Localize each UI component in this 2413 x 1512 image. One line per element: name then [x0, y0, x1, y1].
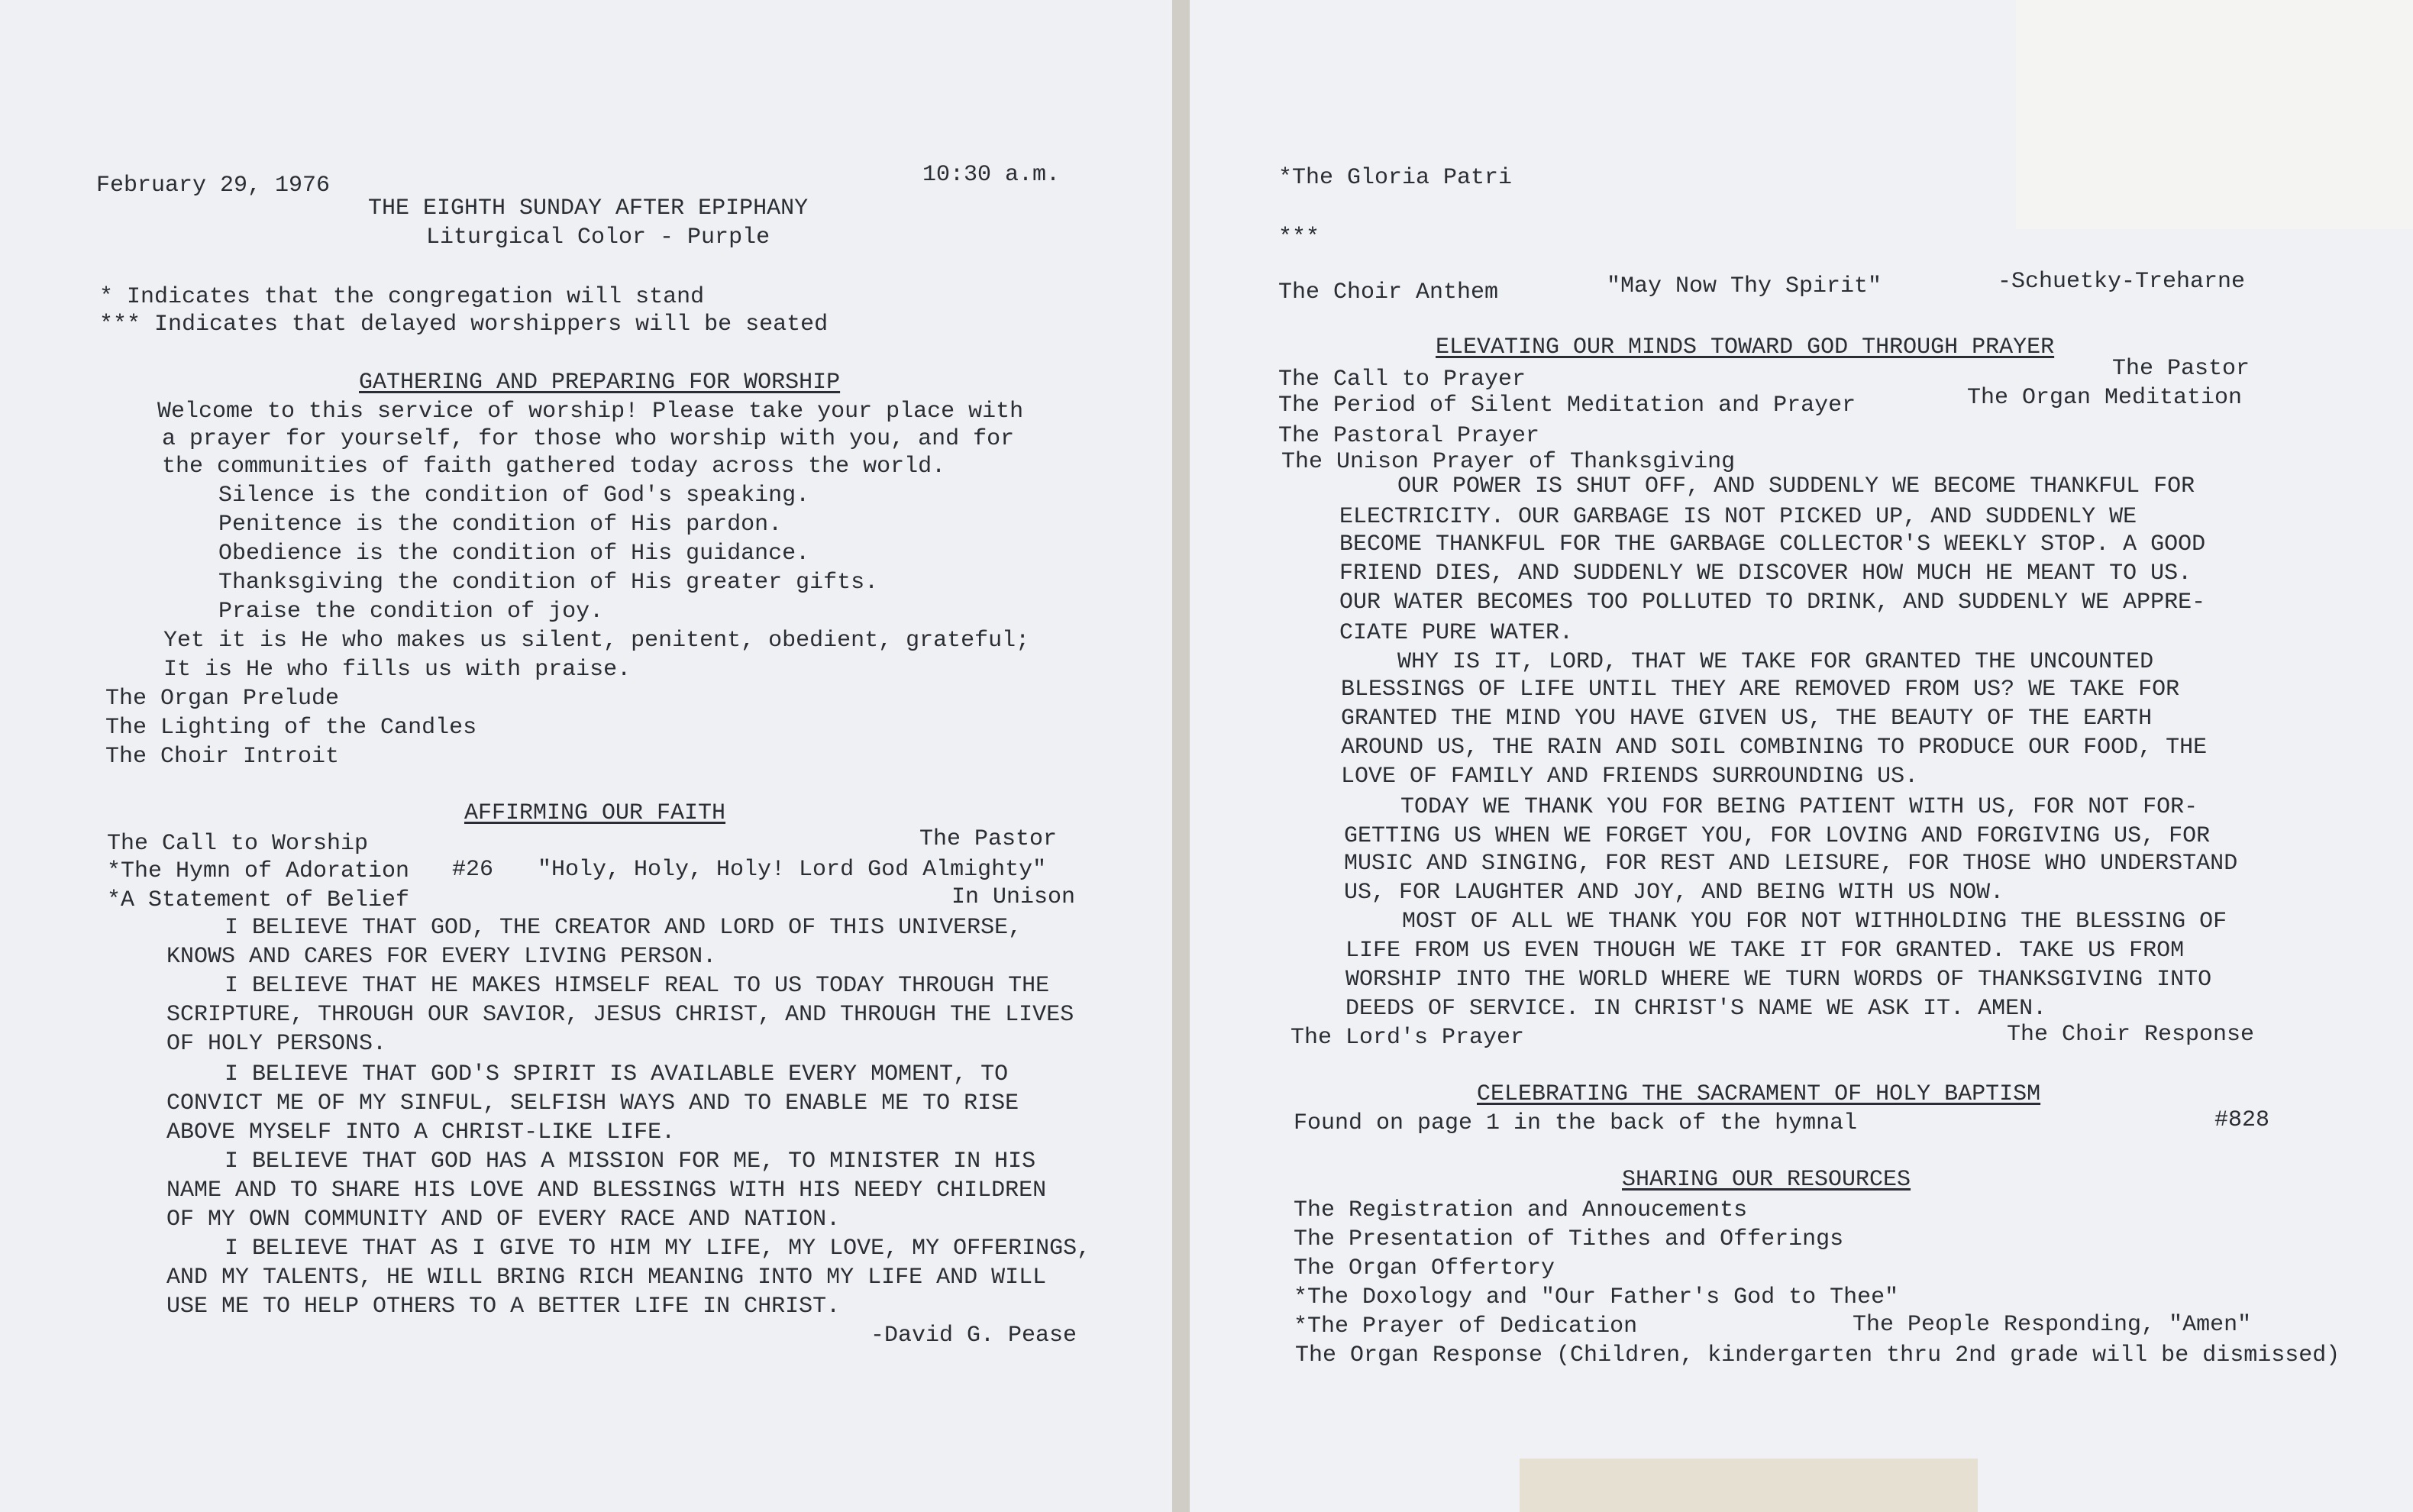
page-gutter	[1172, 0, 1190, 1512]
prayer-line: CIATE PURE WATER.	[1339, 620, 1574, 646]
prayer-line: BLESSINGS OF LIFE UNTIL THEY ARE REMOVED FROM US? WE TAKE FOR	[1341, 677, 2180, 703]
poem-line: Silence is the condition of God's speaking.	[218, 483, 810, 509]
section-heading-gathering: GATHERING AND PREPARING FOR WORSHIP	[359, 370, 841, 396]
liturgical-color: Liturgical Color - Purple	[426, 225, 770, 250]
creed-author: -David G. Pease	[871, 1323, 1077, 1349]
prayer-line: MUSIC AND SINGING, FOR REST AND LEISURE, FOR THOSE WHO UNDERSTAND	[1344, 851, 2238, 877]
welcome-line: a prayer for yourself, for those who worship with you, and for	[162, 426, 1015, 452]
section-heading-affirming: AFFIRMING OUR FAITH	[464, 800, 726, 826]
seating-marker: ***	[1278, 225, 1320, 250]
prayer-line: US, FOR LAUGHTER AND JOY, AND BEING WITH US NOW.	[1344, 880, 2004, 906]
order-item: The Lighting of the Candles	[105, 715, 477, 741]
prayer-line: WHY IS IT, LORD, THAT WE TAKE FOR GRANTED THE UNCOUNTED	[1397, 649, 2154, 675]
creed-line: I BELIEVE THAT GOD'S SPIRIT IS AVAILABLE EVERY MOMENT, TO	[225, 1061, 1009, 1087]
order-item: The Unison Prayer of Thanksgiving	[1281, 449, 1736, 475]
order-leader: In Unison	[951, 884, 1076, 910]
creed-line: OF MY OWN COMMUNITY AND OF EVERY RACE AND NATION.	[166, 1207, 841, 1233]
prayer-line: GETTING US WHEN WE FORGET YOU, FOR LOVING AND FORGIVING US, FOR	[1344, 823, 2211, 849]
poem-line: Penitence is the condition of His pardon.	[218, 512, 783, 538]
creed-line: I BELIEVE THAT HE MAKES HIMSELF REAL TO US TODAY THROUGH THE	[225, 973, 1050, 999]
creed-line: AND MY TALENTS, HE WILL BRING RICH MEANING INTO MY LIFE AND WILL	[166, 1265, 1047, 1291]
service-title: THE EIGHTH SUNDAY AFTER EPIPHANY	[368, 195, 809, 221]
prayer-line: BECOME THANKFUL FOR THE GARBAGE COLLECTOR'S WEEKLY STOP. A GOOD	[1339, 531, 2206, 557]
creed-line: ABOVE MYSELF INTO A CHRIST-LIKE LIFE.	[166, 1119, 676, 1145]
order-item: The Choir Introit	[105, 744, 340, 770]
welcome-line: Welcome to this service of worship! Please take your place with	[157, 399, 1024, 425]
prayer-line: DEEDS OF SERVICE. IN CHRIST'S NAME WE ASK IT. AMEN.	[1345, 996, 2047, 1022]
prayer-line: ELECTRICITY. OUR GARBAGE IS NOT PICKED UP, AND SUDDENLY WE	[1339, 504, 2137, 530]
creed-line: CONVICT ME OF MY SINFUL, SELFISH WAYS AND TO ENABLE ME TO RISE	[166, 1090, 1019, 1116]
poem-line: It is He who fills us with praise.	[163, 657, 632, 683]
tape-strip	[2016, 0, 2413, 229]
order-leader: The People Responding, "Amen"	[1853, 1312, 2252, 1338]
section-heading-resources: SHARING OUR RESOURCES	[1622, 1167, 1911, 1193]
hymnal-reference: Found on page 1 in the back of the hymnal	[1294, 1110, 1858, 1136]
prayer-line: WORSHIP INTO THE WORLD WHERE WE TURN WORDS OF THANKSGIVING INTO	[1345, 967, 2212, 993]
prayer-line: TODAY WE THANK YOU FOR BEING PATIENT WITH US, FOR NOT FOR-	[1400, 794, 2198, 820]
hymn-number: #26	[452, 857, 494, 883]
hymnal-number: #828	[2214, 1107, 2270, 1133]
prayer-line: GRANTED THE MIND YOU HAVE GIVEN US, THE BEAUTY OF THE EARTH	[1341, 706, 2153, 732]
creed-line: SCRIPTURE, THROUGH OUR SAVIOR, JESUS CHRIST, AND THROUGH THE LIVES	[166, 1002, 1074, 1028]
creed-line: OF HOLY PERSONS.	[166, 1031, 387, 1057]
legend-seated: *** Indicates that delayed worshippers will be seated	[99, 312, 829, 338]
service-date: February 29, 1976	[96, 173, 331, 199]
creed-line: I BELIEVE THAT GOD, THE CREATOR AND LORD OF THIS UNIVERSE,	[225, 915, 1022, 941]
order-item: The Period of Silent Meditation and Prayer	[1278, 393, 1856, 418]
order-item: The Registration and Annoucements	[1294, 1197, 1748, 1223]
section-heading-prayer: ELEVATING OUR MINDS TOWARD GOD THROUGH PRAYER	[1436, 334, 2055, 360]
poem-line: Yet it is He who makes us silent, penitent, obedient, grateful;	[163, 628, 1030, 654]
order-item: The Call to Prayer	[1278, 367, 1526, 393]
order-leader: The Choir Response	[2007, 1022, 2255, 1048]
creed-line: I BELIEVE THAT GOD HAS A MISSION FOR ME, TO MINISTER IN HIS	[225, 1149, 1036, 1174]
order-item: *The Doxology and "Our Father's God to Thee"	[1294, 1284, 1899, 1310]
poem-line: Praise the condition of joy.	[218, 599, 604, 625]
order-item: The Organ Offertory	[1294, 1255, 1555, 1281]
order-leader: The Pastor	[919, 826, 1058, 852]
order-leader: The Organ Meditation	[1967, 385, 2243, 411]
prayer-line: LOVE OF FAMILY AND FRIENDS SURROUNDING US.	[1341, 764, 1919, 790]
order-item: The Call to Worship	[107, 831, 369, 857]
creed-line: NAME AND TO SHARE HIS LOVE AND BLESSINGS WITH HIS NEEDY CHILDREN	[166, 1178, 1047, 1203]
legend-stand: * Indicates that the congregation will stand	[99, 284, 705, 310]
order-item: *The Gloria Patri	[1278, 165, 1513, 191]
prayer-line: FRIEND DIES, AND SUDDENLY WE DISCOVER HOW MUCH HE MEANT TO US.	[1339, 561, 2192, 586]
prayer-line: OUR POWER IS SHUT OFF, AND SUDDENLY WE BECOME THANKFUL FOR	[1397, 473, 2195, 499]
creed-line: KNOWS AND CARES FOR EVERY LIVING PERSON.	[166, 944, 717, 970]
order-item: *The Prayer of Dedication	[1294, 1313, 1638, 1339]
section-heading-baptism: CELEBRATING THE SACRAMENT OF HOLY BAPTISM	[1477, 1081, 2041, 1107]
service-time: 10:30 a.m.	[922, 162, 1061, 188]
order-leader: The Pastor	[2112, 356, 2250, 382]
poem-line: Thanksgiving the condition of His greater gifts.	[218, 570, 879, 596]
creed-line: I BELIEVE THAT AS I GIVE TO HIM MY LIFE, MY LOVE, MY OFFERINGS,	[225, 1236, 1091, 1262]
prayer-line: MOST OF ALL WE THANK YOU FOR NOT WITHHOLDING THE BLESSING OF	[1402, 909, 2227, 935]
order-item: The Presentation of Tithes and Offerings	[1294, 1226, 1844, 1252]
anthem-composer: -Schuetky-Treharne	[1998, 269, 2246, 295]
order-item: The Organ Prelude	[105, 686, 340, 712]
tape-strip-bottom	[1520, 1459, 1978, 1512]
order-item: *A Statement of Belief	[107, 887, 410, 913]
order-item: The Choir Anthem	[1278, 279, 1499, 305]
prayer-line: LIFE FROM US EVEN THOUGH WE TAKE IT FOR GRANTED. TAKE US FROM	[1345, 938, 2185, 964]
creed-line: USE ME TO HELP OTHERS TO A BETTER LIFE IN CHRIST.	[166, 1294, 841, 1320]
order-item: The Lord's Prayer	[1290, 1025, 1525, 1051]
hymn-title: "Holy, Holy, Holy! Lord God Almighty"	[538, 857, 1047, 883]
order-item: *The Hymn of Adoration	[107, 858, 410, 884]
prayer-line: AROUND US, THE RAIN AND SOIL COMBINING TO PRODUCE OUR FOOD, THE	[1341, 735, 2208, 761]
poem-line: Obedience is the condition of His guidance.	[218, 541, 810, 567]
order-item: The Organ Response (Children, kindergarten thru 2nd grade will be dismissed)	[1295, 1342, 2340, 1368]
prayer-line: OUR WATER BECOMES TOO POLLUTED TO DRINK, AND SUDDENLY WE APPRE-	[1339, 590, 2206, 615]
order-item: The Pastoral Prayer	[1278, 423, 1540, 449]
welcome-line: the communities of faith gathered today across the world.	[162, 454, 946, 480]
anthem-title: "May Now Thy Spirit"	[1607, 273, 1882, 299]
